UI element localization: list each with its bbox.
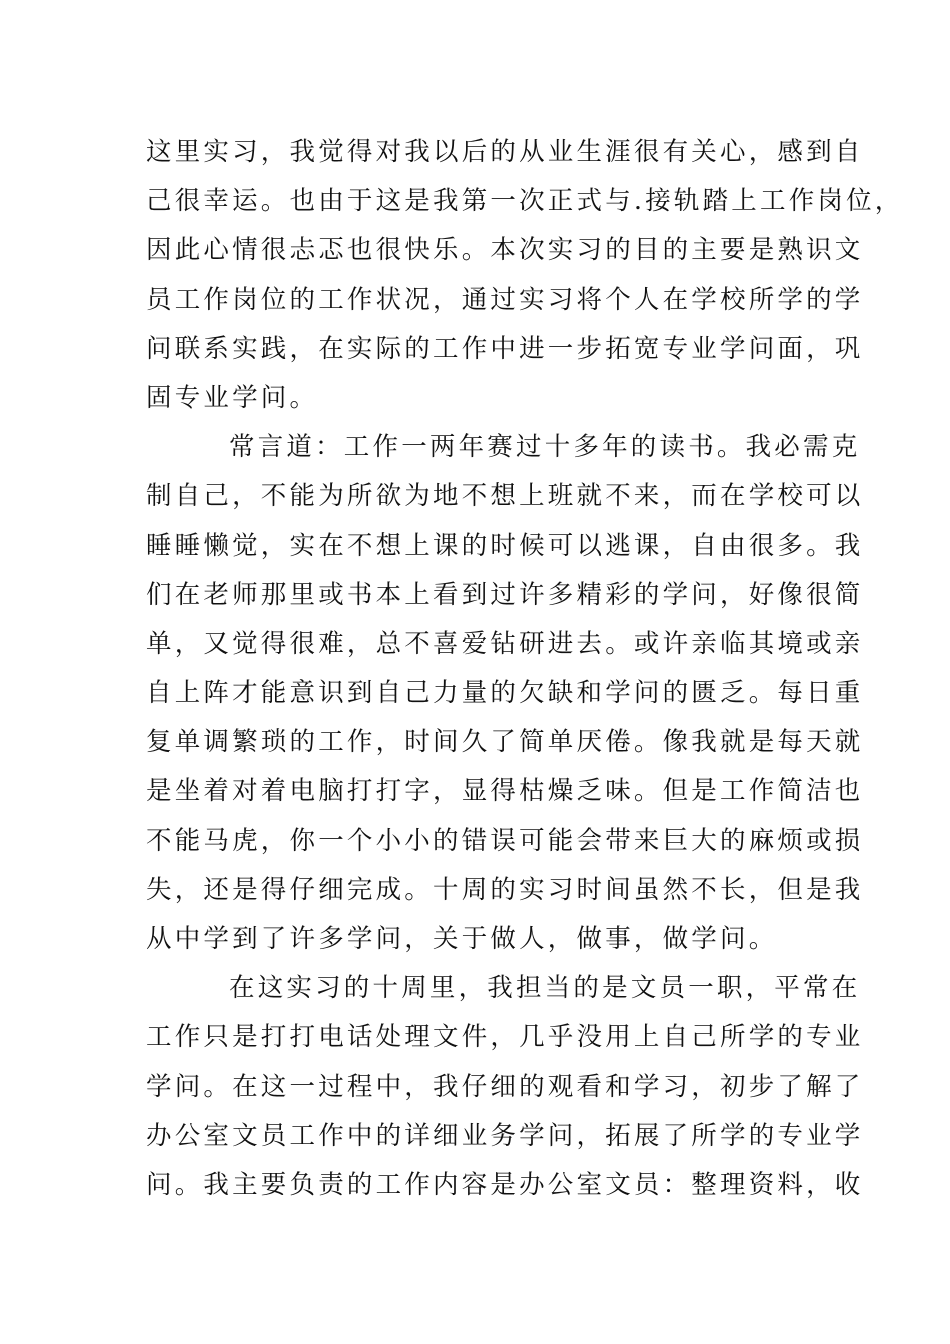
text-line: 工作只是打打电话处理文件，几乎没用上自己所学的专业	[146, 1022, 864, 1053]
document-body	[146, 128, 904, 1210]
text-line: 制自己，不能为所欲为地不想上班就不来，而在学校可以	[146, 481, 864, 512]
text-line: 单，又觉得很难，总不喜爱钻研进去。或许亲临其境或亲	[146, 628, 864, 659]
text-line: 问。我主要负责的工作内容是办公室文员：整理资料，收	[146, 1169, 864, 1200]
text-line: 己很幸运。也由于这是我第一次正式与.接轨踏上工作岗位，	[146, 186, 904, 217]
text-line: 员工作岗位的工作状况，通过实习将个人在学校所学的学	[146, 284, 864, 315]
text-line: 在这实习的十周里，我担当的是文员一职，平常在	[229, 973, 861, 1004]
paragraph-2	[146, 423, 864, 964]
paragraph-1	[146, 128, 904, 423]
text-line: 失，还是得仔细完成。十周的实习时间虽然不长，但是我	[146, 874, 864, 905]
text-line: 从中学到了许多学问，关于做人，做事，做学问。	[146, 924, 778, 954]
text-line: 这里实习，我觉得对我以后的从业生涯很有关心，感到自	[146, 137, 864, 167]
text-line: 自上阵才能意识到自己力量的欠缺和学问的匮乏。每日重	[146, 678, 864, 709]
text-line: 办公室文员工作中的详细业务学问，拓展了所学的专业学	[146, 1120, 864, 1151]
text-line: 因此心情很忐忑也很快乐。本次实习的目的主要是熟识文	[146, 235, 864, 266]
text-line: 问联系实践，在实际的工作中进一步拓宽专业学问面，巩	[146, 333, 864, 364]
text-line: 学问。在这一过程中，我仔细的观看和学习，初步了解了	[146, 1071, 864, 1102]
text-line: 们在老师那里或书本上看到过许多精彩的学问，好像很简	[146, 579, 864, 610]
text-line: 睡睡懒觉，实在不想上课的时候可以逃课，自由很多。我	[146, 530, 864, 561]
text-line: 常言道：工作一两年赛过十多年的读书。我必需克	[229, 432, 861, 463]
text-line: 是坐着对着电脑打打字，显得枯燥乏味。但是工作简洁也	[146, 776, 864, 807]
text-line: 不能马虎，你一个小小的错误可能会带来巨大的麻烦或损	[146, 825, 864, 856]
text-line: 固专业学问。	[146, 382, 319, 413]
paragraph-3	[146, 964, 864, 1210]
text-line: 复单调繁琐的工作，时间久了简单厌倦。像我就是每天就	[146, 727, 864, 758]
